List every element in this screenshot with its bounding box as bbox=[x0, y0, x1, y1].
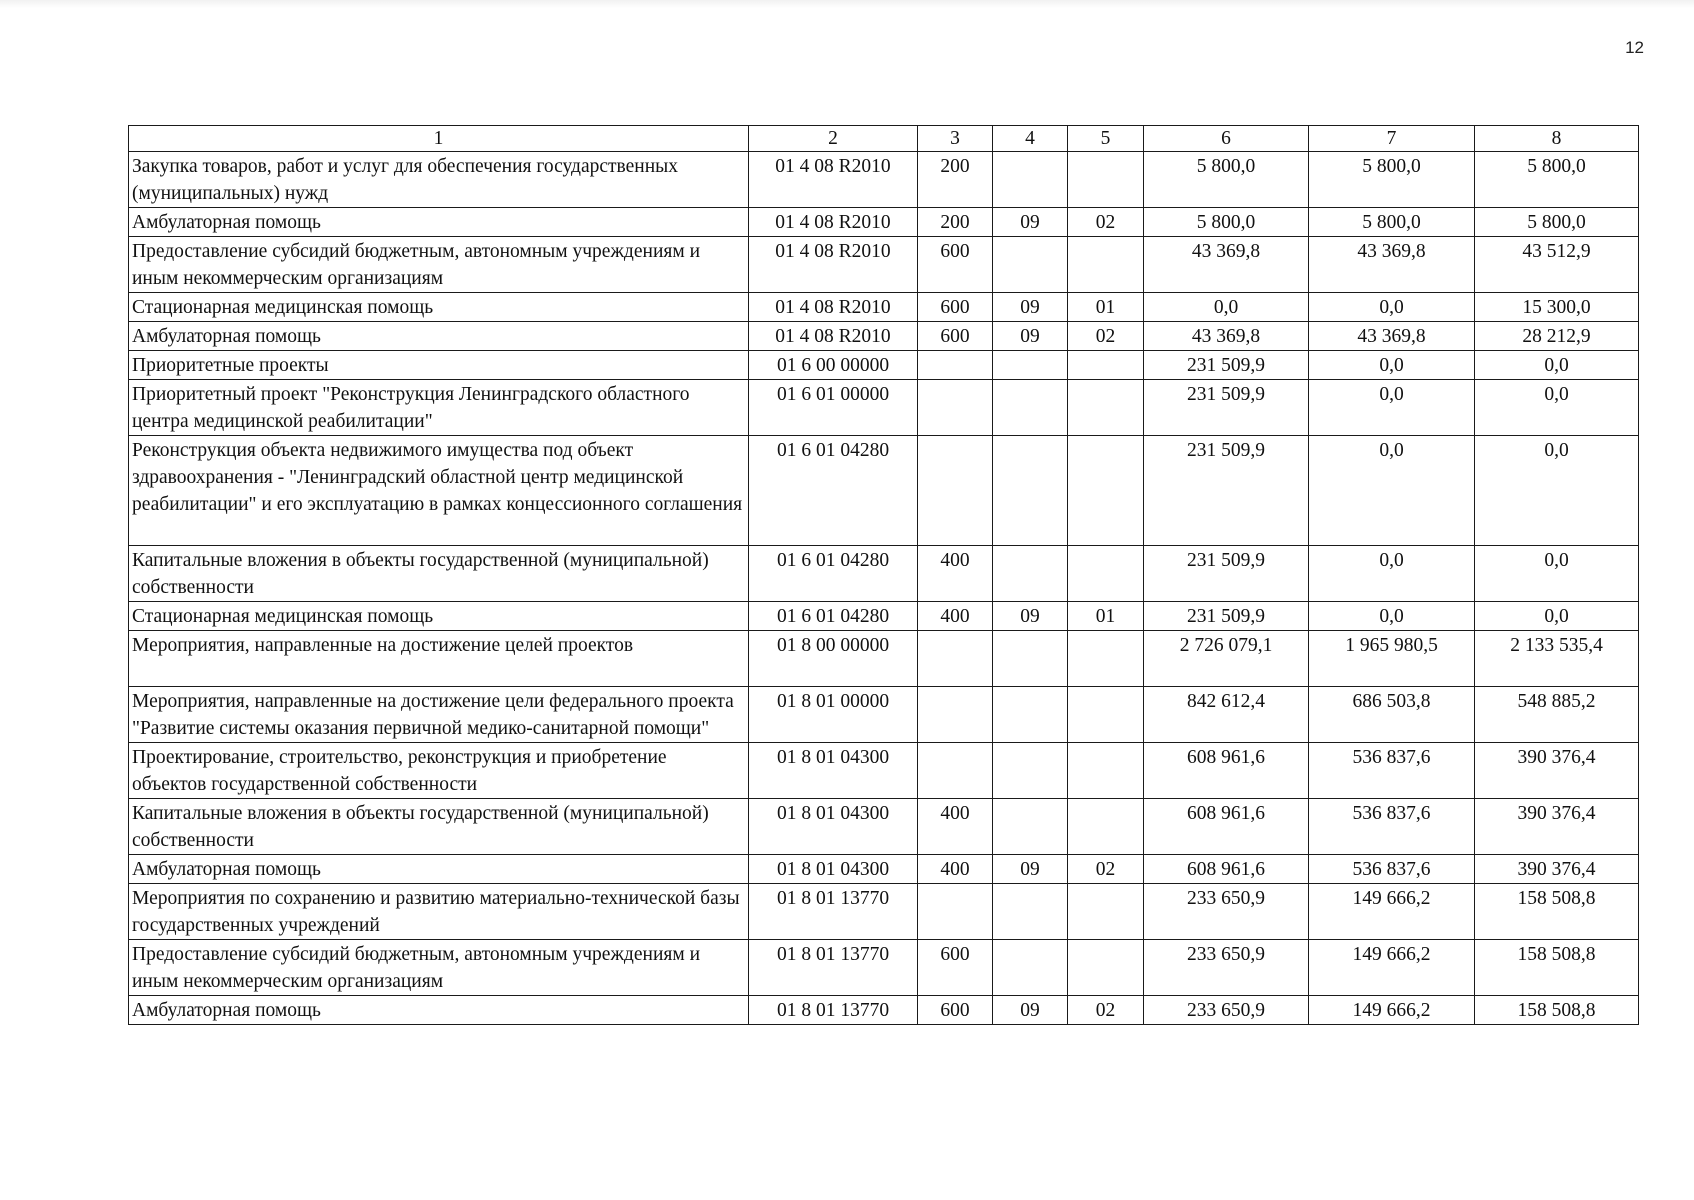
row-value-7: 0,0 bbox=[1309, 602, 1475, 631]
row-value-8: 28 212,9 bbox=[1475, 322, 1639, 351]
row-value-6: 0,0 bbox=[1144, 293, 1309, 322]
row-name: Приоритетные проекты bbox=[129, 351, 749, 380]
row-code: 01 8 01 00000 bbox=[749, 687, 918, 743]
row-code: 01 8 01 13770 bbox=[749, 884, 918, 940]
row-col4: 09 bbox=[993, 293, 1068, 322]
row-name: Капитальные вложения в объекты государственной (муниципальной) собственности bbox=[129, 546, 749, 602]
row-name: Амбулаторная помощь bbox=[129, 208, 749, 237]
row-col3: 400 bbox=[918, 546, 993, 602]
row-col5 bbox=[1068, 799, 1144, 855]
table-row bbox=[129, 884, 1639, 940]
row-value-6: 5 800,0 bbox=[1144, 208, 1309, 237]
row-name: Реконструкция объекта недвижимого имущества под объект здравоохранения - "Ленинградский областной центр медицинской реабилитации" и его эксплуатацию в рамках концессионного соглашения bbox=[129, 436, 749, 546]
row-col5: 02 bbox=[1068, 322, 1144, 351]
row-col4: 09 bbox=[993, 855, 1068, 884]
row-value-7: 536 837,6 bbox=[1309, 799, 1475, 855]
row-value-8: 2 133 535,4 bbox=[1475, 631, 1639, 687]
row-col3: 400 bbox=[918, 799, 993, 855]
table-row bbox=[129, 687, 1639, 743]
row-col4 bbox=[993, 436, 1068, 546]
row-value-7: 536 837,6 bbox=[1309, 855, 1475, 884]
row-value-8: 0,0 bbox=[1475, 351, 1639, 380]
row-name: Стационарная медицинская помощь bbox=[129, 293, 749, 322]
row-name: Предоставление субсидий бюджетным, автономным учреждениям и иным некоммерческим организациям bbox=[129, 940, 749, 996]
row-col4 bbox=[993, 152, 1068, 208]
row-col3: 400 bbox=[918, 602, 993, 631]
table-row bbox=[129, 602, 1639, 631]
row-col4 bbox=[993, 631, 1068, 687]
row-value-8: 0,0 bbox=[1475, 546, 1639, 602]
row-col3 bbox=[918, 380, 993, 436]
column-header: 1 bbox=[129, 126, 749, 152]
table-row bbox=[129, 293, 1639, 322]
row-name: Амбулаторная помощь bbox=[129, 855, 749, 884]
row-code: 01 6 01 04280 bbox=[749, 546, 918, 602]
row-col5 bbox=[1068, 546, 1144, 602]
header-row bbox=[129, 126, 1639, 152]
column-header: 6 bbox=[1144, 126, 1309, 152]
row-col4 bbox=[993, 380, 1068, 436]
row-col5 bbox=[1068, 351, 1144, 380]
row-col4 bbox=[993, 237, 1068, 293]
row-col3: 400 bbox=[918, 855, 993, 884]
row-code: 01 6 01 00000 bbox=[749, 380, 918, 436]
scan-edge bbox=[0, 0, 1694, 8]
row-value-7: 0,0 bbox=[1309, 351, 1475, 380]
row-value-7: 5 800,0 bbox=[1309, 208, 1475, 237]
row-code: 01 8 01 04300 bbox=[749, 855, 918, 884]
row-name: Мероприятия по сохранению и развитию материально-технической базы государственных учреждений bbox=[129, 884, 749, 940]
row-col4: 09 bbox=[993, 208, 1068, 237]
table-row bbox=[129, 208, 1639, 237]
row-col4 bbox=[993, 687, 1068, 743]
row-col3: 600 bbox=[918, 293, 993, 322]
row-value-7: 43 369,8 bbox=[1309, 322, 1475, 351]
column-header: 5 bbox=[1068, 126, 1144, 152]
row-col3 bbox=[918, 436, 993, 546]
table-row bbox=[129, 631, 1639, 687]
row-col3 bbox=[918, 631, 993, 687]
table-row bbox=[129, 996, 1639, 1025]
row-value-6: 842 612,4 bbox=[1144, 687, 1309, 743]
row-value-6: 233 650,9 bbox=[1144, 996, 1309, 1025]
row-value-6: 233 650,9 bbox=[1144, 884, 1309, 940]
row-name: Мероприятия, направленные на достижение цели федерального проекта "Развитие системы оказания первичной медико-санитарной помощи" bbox=[129, 687, 749, 743]
row-col3: 600 bbox=[918, 996, 993, 1025]
table-row bbox=[129, 546, 1639, 602]
row-name: Стационарная медицинская помощь bbox=[129, 602, 749, 631]
table-row bbox=[129, 855, 1639, 884]
table-row bbox=[129, 799, 1639, 855]
row-name: Капитальные вложения в объекты государственной (муниципальной) собственности bbox=[129, 799, 749, 855]
row-col3 bbox=[918, 743, 993, 799]
row-value-8: 158 508,8 bbox=[1475, 940, 1639, 996]
row-col4 bbox=[993, 351, 1068, 380]
row-value-8: 0,0 bbox=[1475, 436, 1639, 546]
row-value-7: 149 666,2 bbox=[1309, 884, 1475, 940]
row-value-7: 149 666,2 bbox=[1309, 996, 1475, 1025]
row-value-7: 149 666,2 bbox=[1309, 940, 1475, 996]
row-value-6: 231 509,9 bbox=[1144, 380, 1309, 436]
table-row bbox=[129, 322, 1639, 351]
table-row bbox=[129, 743, 1639, 799]
row-code: 01 6 01 04280 bbox=[749, 436, 918, 546]
row-col5 bbox=[1068, 380, 1144, 436]
row-value-8: 158 508,8 bbox=[1475, 884, 1639, 940]
row-value-7: 5 800,0 bbox=[1309, 152, 1475, 208]
row-col5 bbox=[1068, 743, 1144, 799]
row-col5: 02 bbox=[1068, 996, 1144, 1025]
row-value-8: 15 300,0 bbox=[1475, 293, 1639, 322]
row-col5 bbox=[1068, 940, 1144, 996]
row-code: 01 4 08 R2010 bbox=[749, 322, 918, 351]
row-name: Приоритетный проект "Реконструкция Ленинградского областного центра медицинской реабилитации" bbox=[129, 380, 749, 436]
row-col5: 01 bbox=[1068, 293, 1144, 322]
row-name: Амбулаторная помощь bbox=[129, 322, 749, 351]
row-col3 bbox=[918, 884, 993, 940]
row-value-8: 548 885,2 bbox=[1475, 687, 1639, 743]
row-code: 01 8 01 13770 bbox=[749, 996, 918, 1025]
row-col4 bbox=[993, 884, 1068, 940]
row-name: Амбулаторная помощь bbox=[129, 996, 749, 1025]
row-value-7: 536 837,6 bbox=[1309, 743, 1475, 799]
row-col5: 01 bbox=[1068, 602, 1144, 631]
row-code: 01 4 08 R2010 bbox=[749, 293, 918, 322]
row-name: Проектирование, строительство, реконструкция и приобретение объектов государственной собственности bbox=[129, 743, 749, 799]
row-col5 bbox=[1068, 152, 1144, 208]
row-value-7: 0,0 bbox=[1309, 436, 1475, 546]
table-row bbox=[129, 380, 1639, 436]
row-code: 01 6 00 00000 bbox=[749, 351, 918, 380]
table-row bbox=[129, 237, 1639, 293]
row-code: 01 4 08 R2010 bbox=[749, 208, 918, 237]
row-value-7: 0,0 bbox=[1309, 380, 1475, 436]
row-value-6: 2 726 079,1 bbox=[1144, 631, 1309, 687]
row-col4 bbox=[993, 940, 1068, 996]
row-code: 01 8 01 04300 bbox=[749, 743, 918, 799]
row-col4 bbox=[993, 546, 1068, 602]
row-value-6: 231 509,9 bbox=[1144, 351, 1309, 380]
row-value-6: 43 369,8 bbox=[1144, 237, 1309, 293]
table-row bbox=[129, 436, 1639, 546]
row-value-8: 0,0 bbox=[1475, 380, 1639, 436]
row-col5 bbox=[1068, 237, 1144, 293]
row-value-8: 390 376,4 bbox=[1475, 799, 1639, 855]
row-value-8: 5 800,0 bbox=[1475, 152, 1639, 208]
row-code: 01 8 01 13770 bbox=[749, 940, 918, 996]
row-value-6: 608 961,6 bbox=[1144, 743, 1309, 799]
row-value-6: 231 509,9 bbox=[1144, 436, 1309, 546]
row-col3: 600 bbox=[918, 237, 993, 293]
row-col5 bbox=[1068, 436, 1144, 546]
row-value-8: 158 508,8 bbox=[1475, 996, 1639, 1025]
row-value-8: 5 800,0 bbox=[1475, 208, 1639, 237]
row-col3: 600 bbox=[918, 940, 993, 996]
row-code: 01 8 01 04300 bbox=[749, 799, 918, 855]
row-col4: 09 bbox=[993, 602, 1068, 631]
row-col4 bbox=[993, 743, 1068, 799]
row-col3: 200 bbox=[918, 152, 993, 208]
row-value-7: 43 369,8 bbox=[1309, 237, 1475, 293]
table-row bbox=[129, 152, 1639, 208]
row-value-6: 608 961,6 bbox=[1144, 799, 1309, 855]
row-col5: 02 bbox=[1068, 855, 1144, 884]
row-value-6: 231 509,9 bbox=[1144, 546, 1309, 602]
column-header: 8 bbox=[1475, 126, 1639, 152]
table-row bbox=[129, 940, 1639, 996]
page-number: 12 bbox=[1625, 38, 1644, 57]
row-value-6: 233 650,9 bbox=[1144, 940, 1309, 996]
row-col4 bbox=[993, 799, 1068, 855]
row-value-6: 43 369,8 bbox=[1144, 322, 1309, 351]
row-value-8: 43 512,9 bbox=[1475, 237, 1639, 293]
row-name: Мероприятия, направленные на достижение целей проектов bbox=[129, 631, 749, 687]
row-name: Предоставление субсидий бюджетным, автономным учреждениям и иным некоммерческим организациям bbox=[129, 237, 749, 293]
row-col5 bbox=[1068, 884, 1144, 940]
row-col4: 09 bbox=[993, 996, 1068, 1025]
row-col3: 200 bbox=[918, 208, 993, 237]
row-code: 01 4 08 R2010 bbox=[749, 237, 918, 293]
row-value-6: 5 800,0 bbox=[1144, 152, 1309, 208]
row-name: Закупка товаров, работ и услуг для обеспечения государственных (муниципальных) нужд bbox=[129, 152, 749, 208]
row-value-8: 0,0 bbox=[1475, 602, 1639, 631]
row-value-7: 686 503,8 bbox=[1309, 687, 1475, 743]
column-header: 2 bbox=[749, 126, 918, 152]
row-col3 bbox=[918, 687, 993, 743]
row-col5 bbox=[1068, 687, 1144, 743]
column-header: 4 bbox=[993, 126, 1068, 152]
row-value-7: 0,0 bbox=[1309, 293, 1475, 322]
row-value-7: 1 965 980,5 bbox=[1309, 631, 1475, 687]
row-value-8: 390 376,4 bbox=[1475, 743, 1639, 799]
row-value-6: 231 509,9 bbox=[1144, 602, 1309, 631]
row-code: 01 8 00 00000 bbox=[749, 631, 918, 687]
row-col3 bbox=[918, 351, 993, 380]
row-code: 01 4 08 R2010 bbox=[749, 152, 918, 208]
row-value-7: 0,0 bbox=[1309, 546, 1475, 602]
row-col5 bbox=[1068, 631, 1144, 687]
row-col5: 02 bbox=[1068, 208, 1144, 237]
row-code: 01 6 01 04280 bbox=[749, 602, 918, 631]
table-row bbox=[129, 351, 1639, 380]
row-col4: 09 bbox=[993, 322, 1068, 351]
budget-table bbox=[128, 125, 1639, 1025]
column-header: 3 bbox=[918, 126, 993, 152]
row-value-6: 608 961,6 bbox=[1144, 855, 1309, 884]
row-col3: 600 bbox=[918, 322, 993, 351]
row-value-8: 390 376,4 bbox=[1475, 855, 1639, 884]
column-header: 7 bbox=[1309, 126, 1475, 152]
